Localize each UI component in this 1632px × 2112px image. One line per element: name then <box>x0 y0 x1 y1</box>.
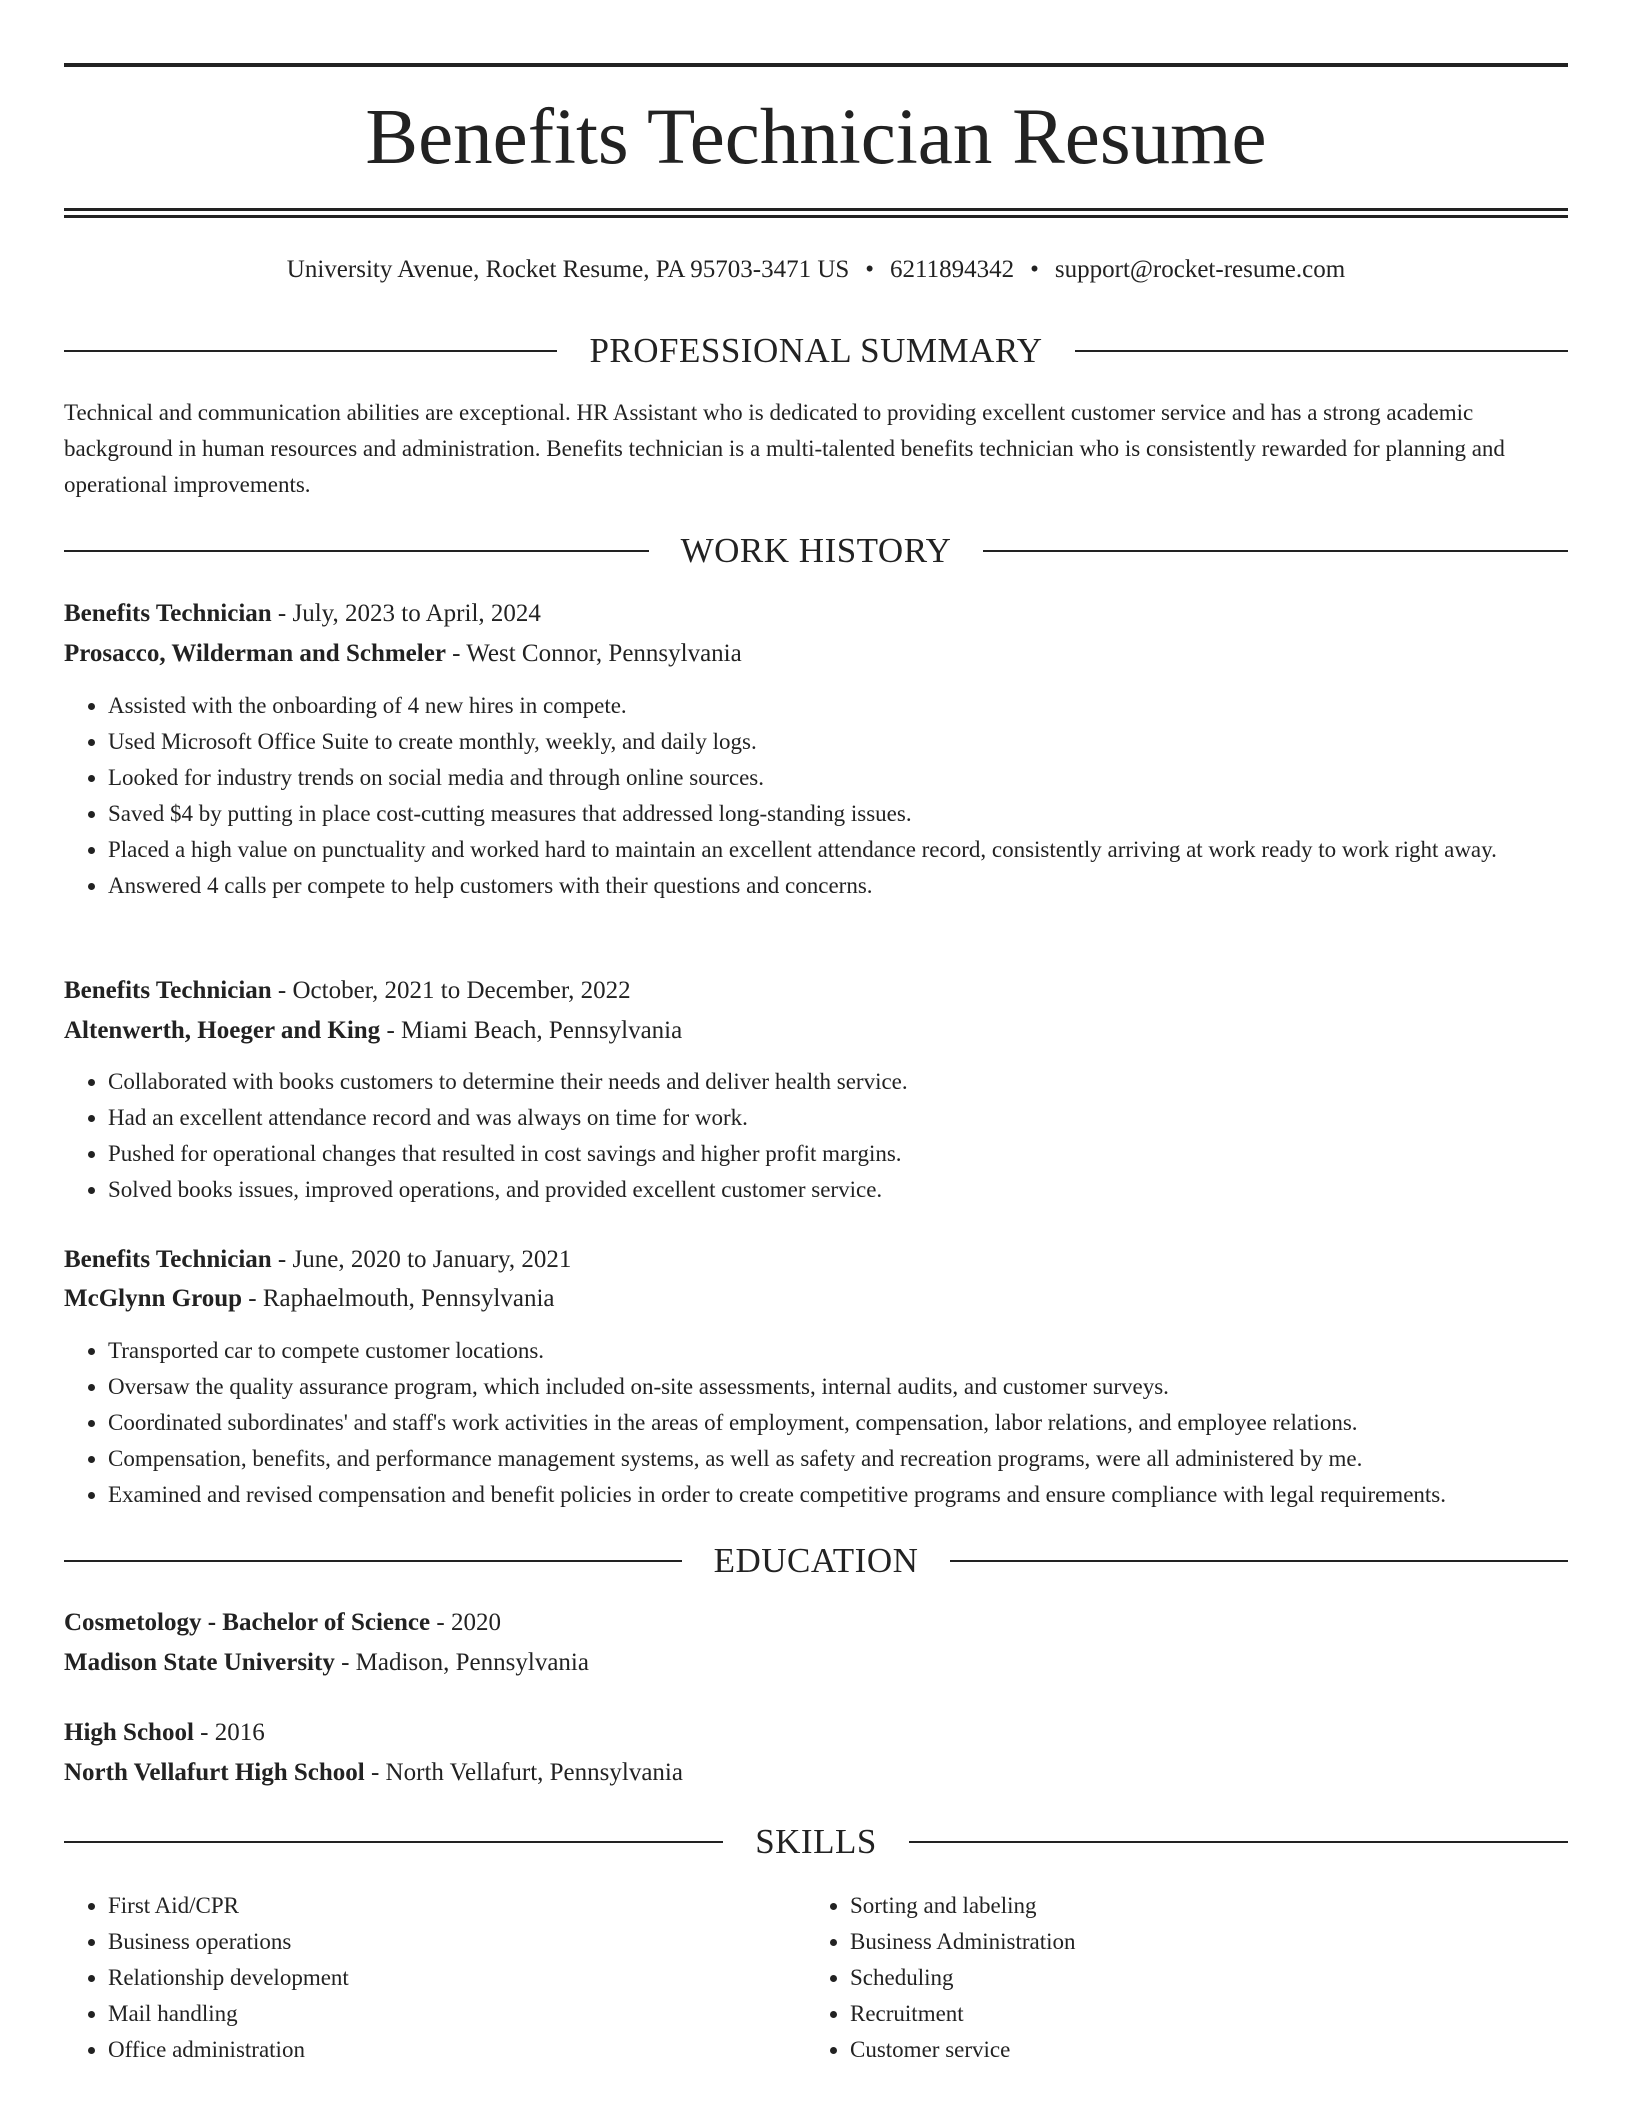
job-company: Altenwerth, Hoeger and King <box>64 1017 381 1044</box>
contact-phone: 6211894342 <box>890 256 1015 283</box>
section-title: SKILLS <box>755 1822 877 1861</box>
education-degree-line <box>64 1605 1568 1641</box>
education-location: - North Vellafurt, Pennsylvania <box>364 1759 683 1786</box>
job-dates: - July, 2023 to April, 2024 <box>271 600 541 627</box>
education-location: - Madison, Pennsylvania <box>334 1649 589 1676</box>
section-heading-education <box>64 1539 1568 1583</box>
job-company-line <box>64 1281 1568 1317</box>
skill-item: • Mail handling <box>108 1996 808 2032</box>
section-heading-work <box>64 529 1568 573</box>
list-item: • Compensation, benefits, and performance management systems, as well as safety and recreation programs, were all administered by me. <box>108 1441 1612 1477</box>
skill-item: • Business operations <box>108 1924 808 1960</box>
job-location: - Raphaelmouth, Pennsylvania <box>242 1285 555 1312</box>
section-heading-summary <box>64 329 1568 373</box>
list-item: • Assisted with the onboarding of 4 new hires in compete. <box>108 688 1612 724</box>
education-degree: High School <box>64 1719 194 1746</box>
section-rule <box>950 1560 1568 1562</box>
contact-email: support@rocket-resume.com <box>1054 256 1346 283</box>
section-rule <box>64 1560 682 1562</box>
list-item: • Solved books issues, improved operations, and provided excellent customer service. <box>108 1172 1612 1208</box>
list-item: • Pushed for operational changes that resulted in cost savings and higher profit margins. <box>108 1136 1612 1172</box>
skills-list-left <box>64 1888 808 2068</box>
skill-item: • Business Administration <box>850 1924 1550 1960</box>
job-dates: - October, 2021 to December, 2022 <box>271 977 631 1004</box>
job-title: Benefits Technician <box>64 977 272 1004</box>
list-item: • Looked for industry trends on social media and through online sources. <box>108 760 1612 796</box>
title-double-rule <box>64 208 1568 218</box>
section-rule <box>983 550 1568 552</box>
section-rule <box>64 1841 723 1843</box>
section-rule <box>64 350 557 352</box>
list-item: • Saved $4 by putting in place cost-cutting measures that addressed long-standing issues. <box>108 796 1612 832</box>
job-dates: - June, 2020 to January, 2021 <box>271 1246 572 1273</box>
section-title: WORK HISTORY <box>680 531 952 570</box>
job-company: Prosacco, Wilderman and Schmeler <box>64 640 446 667</box>
job-bullets <box>64 1064 1612 1208</box>
contact-address: University Avenue, Rocket Resume, PA 95703-3471 US <box>286 256 850 283</box>
education-degree-line <box>64 1715 1568 1751</box>
skill-item: • Scheduling <box>850 1960 1550 1996</box>
skill-item: • Sorting and labeling <box>850 1888 1550 1924</box>
education-year: - 2020 <box>430 1609 501 1636</box>
job-location: - West Connor, Pennsylvania <box>445 640 742 667</box>
education-school: North Vellafurt High School <box>64 1759 365 1786</box>
list-item: • Examined and revised compensation and benefit policies in order to create competitive programs and ensure compliance with legal requirements. <box>108 1477 1612 1513</box>
list-item: • Transported car to compete customer locations. <box>108 1333 1612 1369</box>
job-company: McGlynn Group <box>64 1285 243 1312</box>
section-rule <box>909 1841 1568 1843</box>
list-item: • Oversaw the quality assurance program, which included on-site assessments, internal audits, and customer surveys. <box>108 1369 1612 1405</box>
job-company-line <box>64 1013 1568 1049</box>
job-location: - Miami Beach, Pennsylvania <box>380 1017 683 1044</box>
job-bullets <box>64 1333 1612 1513</box>
section-title: EDUCATION <box>713 1541 919 1580</box>
skill-item: • Office administration <box>108 2032 808 2068</box>
job-title: Benefits Technician <box>64 1246 272 1273</box>
job-title-line <box>64 596 1568 632</box>
section-heading-skills <box>64 1820 1568 1864</box>
summary-text: Technical and communication abilities are exceptional. HR Assistant who is dedicated to providing excellent customer service and has a strong academic background in human resources and administration. Benefits technician is a multi-talented benefits technician who is consistently rewarded for planning and operational improvements. <box>64 400 1505 497</box>
job-title: Benefits Technician <box>64 600 272 627</box>
list-item: • Placed a high value on punctuality and worked hard to maintain an excellent attendance record, consistently arriving at work ready to work right away. <box>108 832 1612 868</box>
section-rule <box>1075 350 1568 352</box>
education-degree: Cosmetology - Bachelor of Science <box>64 1609 431 1636</box>
job-title-line <box>64 1242 1568 1278</box>
list-item: • Used Microsoft Office Suite to create monthly, weekly, and daily logs. <box>108 724 1612 760</box>
section-rule <box>64 550 649 552</box>
list-item: • Collaborated with books customers to determine their needs and deliver health service. <box>108 1064 1612 1100</box>
education-school-line <box>64 1755 1568 1791</box>
resume-title: Benefits Technician Resume <box>365 94 1267 181</box>
job-title-line <box>64 973 1568 1009</box>
education-school: Madison State University <box>64 1649 335 1676</box>
top-rule <box>64 63 1568 67</box>
section-title: PROFESSIONAL SUMMARY <box>589 331 1043 370</box>
education-school-line <box>64 1645 1568 1681</box>
list-item: • Answered 4 calls per compete to help customers with their questions and concerns. <box>108 868 1612 904</box>
list-item: • Coordinated subordinates' and staff's work activities in the areas of employment, compensation, labor relations, and employee relations. <box>108 1405 1612 1441</box>
skill-item: • First Aid/CPR <box>108 1888 808 1924</box>
job-company-line <box>64 636 1568 672</box>
contact-separator: • <box>1030 256 1039 283</box>
list-item: • Had an excellent attendance record and was always on time for work. <box>108 1100 1612 1136</box>
skill-item: • Customer service <box>850 2032 1550 2068</box>
contact-separator: • <box>865 256 875 283</box>
contact-line <box>64 252 1568 288</box>
education-year: - 2016 <box>193 1719 265 1746</box>
job-bullets <box>64 688 1612 904</box>
skill-item: • Recruitment <box>850 1996 1550 2032</box>
skill-item: • Relationship development <box>108 1960 808 1996</box>
skills-list-right <box>806 1888 1550 2068</box>
